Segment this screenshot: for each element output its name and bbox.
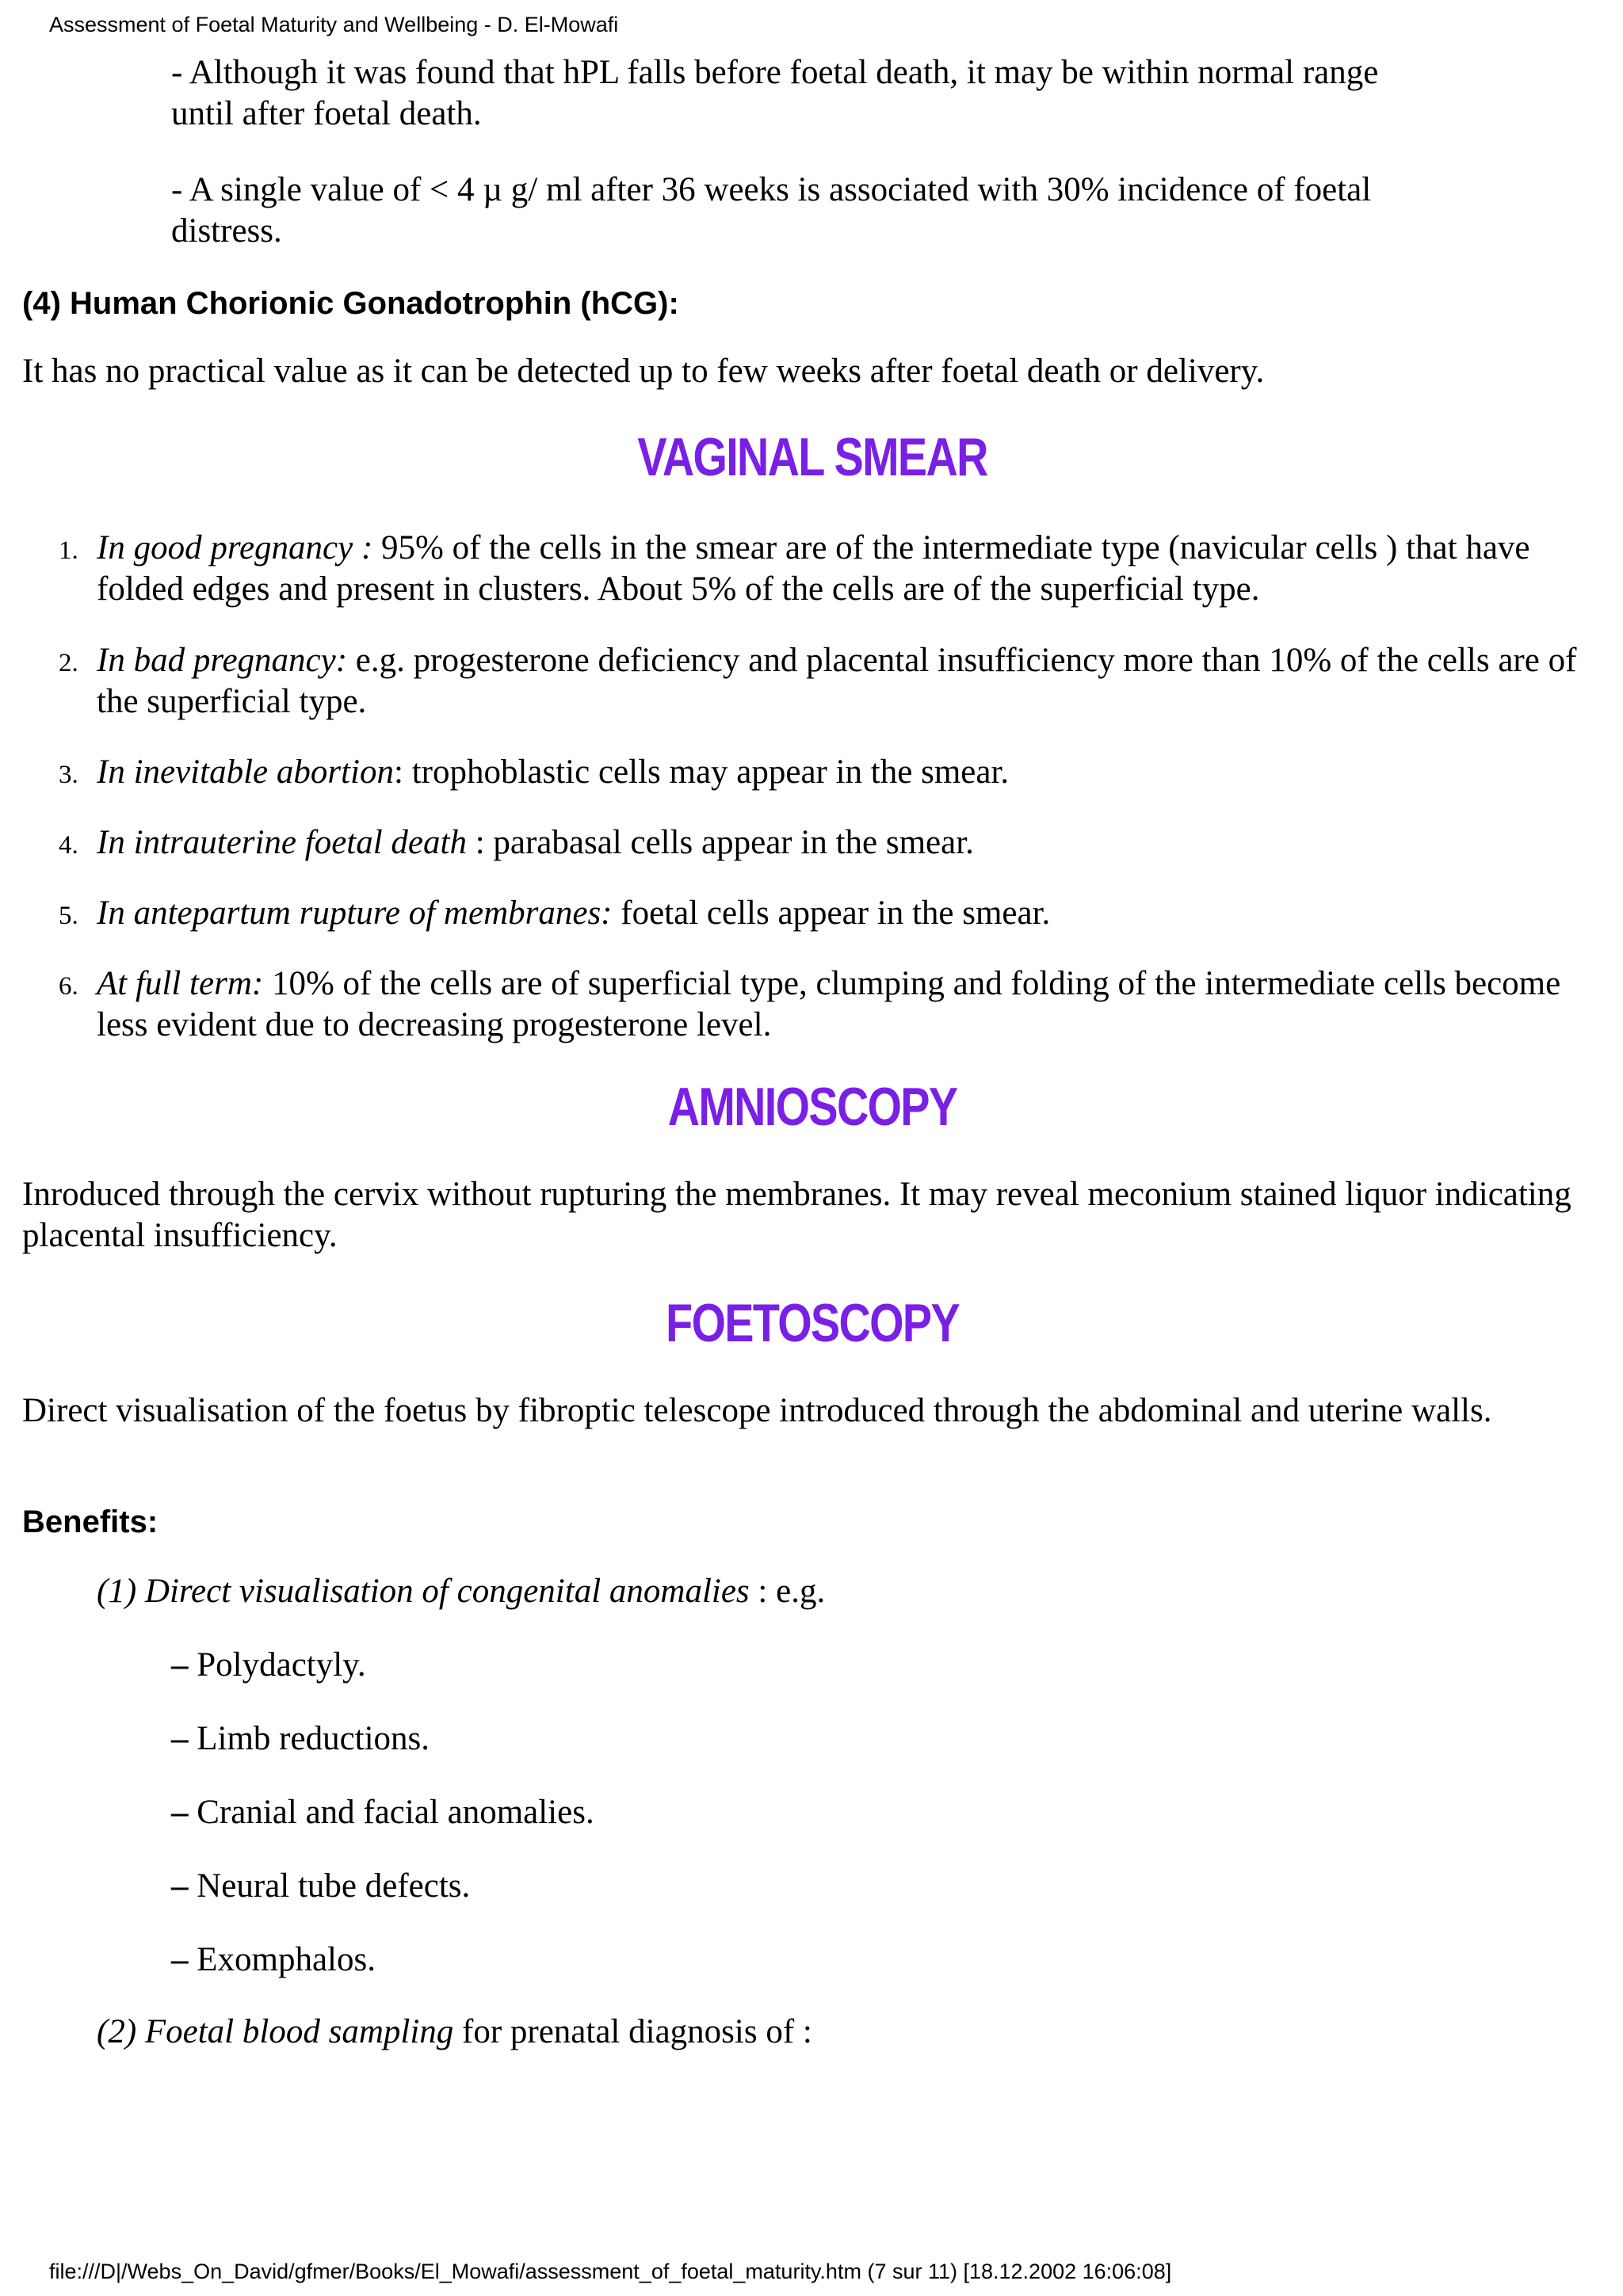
item-number: 4. — [59, 831, 78, 860]
item-text: foetal cells appear in the smear. — [612, 894, 1051, 932]
benefit-lead: (2) Foetal blood sampling — [97, 2013, 454, 2050]
item-text: 10% of the cells are of superficial type, clumping and folding of the intermediate cells become less evident due to decreasing progesterone level. — [97, 965, 1561, 1043]
anomaly-text: Polydactyly. — [188, 1646, 366, 1684]
item-lead: In intrauterine foetal death — [97, 824, 467, 861]
item-lead: In antepartum rupture of membranes: — [97, 894, 613, 932]
benefit-lead: (1) Direct visualisation of congenital anomalies — [97, 1573, 750, 1610]
anomaly-item — [171, 1792, 594, 1833]
item-text: : trophoblastic cells may appear in the smear. — [394, 753, 1010, 791]
item-text: 95% of the cells in the smear are of the intermediate type (navicular cells ) that have folded edges and present in clusters. About 5% of the cells are of the superficial type. — [97, 529, 1530, 608]
anomaly-item — [171, 1645, 366, 1686]
item-lead: In inevitable abortion — [97, 753, 394, 791]
hpl-note-2: - A single value of < 4 µ g/ ml after 36 weeks is associated with 30% incidence of foetal distress. — [171, 171, 1372, 250]
anomaly-text: Neural tube defects. — [188, 1867, 471, 1905]
hcg-heading: (4) Human Chorionic Gonadotrophin (hCG): — [22, 286, 679, 321]
benefits-heading: Benefits: — [22, 1505, 158, 1539]
anomaly-item — [171, 1866, 470, 1907]
anomaly-item — [171, 1718, 430, 1760]
benefit-1 — [97, 1571, 825, 1612]
amnioscopy-text: Inroduced through the cervix without rupturing the membranes. It may reveal meconium stained liquor indicating placental insufficiency. — [22, 1176, 1571, 1254]
hpl-note-1: - Although it was found that hPL falls before foetal death, it may be within normal range until after foetal death. — [171, 54, 1379, 132]
item-number: 3. — [59, 761, 78, 789]
smear-item-4 — [59, 822, 1602, 864]
page-footer: file:///D|/Webs_On_David/gfmer/Books/El_Mowafi/assessment_of_foetal_maturity.htm (7 sur 11) [18.12.2002 16:06:08] — [49, 2260, 1172, 2283]
foetoscopy-text: Direct visualisation of the foetus by fibroptic telescope introduced through the abdominal and uterine walls. — [22, 1392, 1492, 1429]
hcg-text: It has no practical value as it can be detected up to few weeks after foetal death or delivery. — [22, 353, 1265, 390]
item-number: 2. — [59, 649, 78, 677]
smear-item-6 — [59, 963, 1602, 1046]
amnioscopy-title: AMNIOSCOPY — [667, 1077, 957, 1137]
dash-marker: – — [171, 1720, 189, 1757]
item-lead: In bad pregnancy: — [97, 642, 348, 679]
smear-item-5 — [59, 893, 1602, 934]
smear-item-1 — [59, 528, 1602, 610]
smear-item-3 — [59, 752, 1602, 793]
dash-marker: – — [171, 1646, 189, 1684]
item-number: 5. — [59, 902, 78, 930]
item-number: 1. — [59, 536, 78, 565]
benefit-text: : e.g. — [749, 1573, 826, 1610]
item-lead: At full term: — [97, 965, 264, 1002]
item-text: : parabasal cells appear in the smear. — [466, 824, 974, 861]
anomaly-text: Exomphalos. — [188, 1941, 376, 1978]
smear-item-2 — [59, 640, 1602, 723]
vaginal-smear-title: VAGINAL SMEAR — [637, 427, 987, 487]
anomaly-text: Limb reductions. — [188, 1720, 430, 1757]
anomaly-item — [171, 1939, 376, 1981]
item-text: e.g. progesterone deficiency and placental insufficiency more than 10% of the cells are of the superficial type. — [97, 642, 1577, 720]
page-header: Assessment of Foetal Maturity and Wellbeing - D. El-Mowafi — [49, 13, 619, 36]
item-lead: In good pregnancy : — [97, 529, 373, 566]
benefit-text: for prenatal diagnosis of : — [453, 2013, 812, 2050]
anomaly-text: Cranial and facial anomalies. — [188, 1794, 594, 1831]
foetoscopy-title: FOETOSCOPY — [666, 1293, 960, 1353]
dash-marker: – — [171, 1794, 189, 1831]
benefit-2 — [97, 2012, 812, 2053]
dash-marker: – — [171, 1941, 189, 1978]
dash-marker: – — [171, 1867, 189, 1905]
item-number: 6. — [59, 972, 78, 1001]
